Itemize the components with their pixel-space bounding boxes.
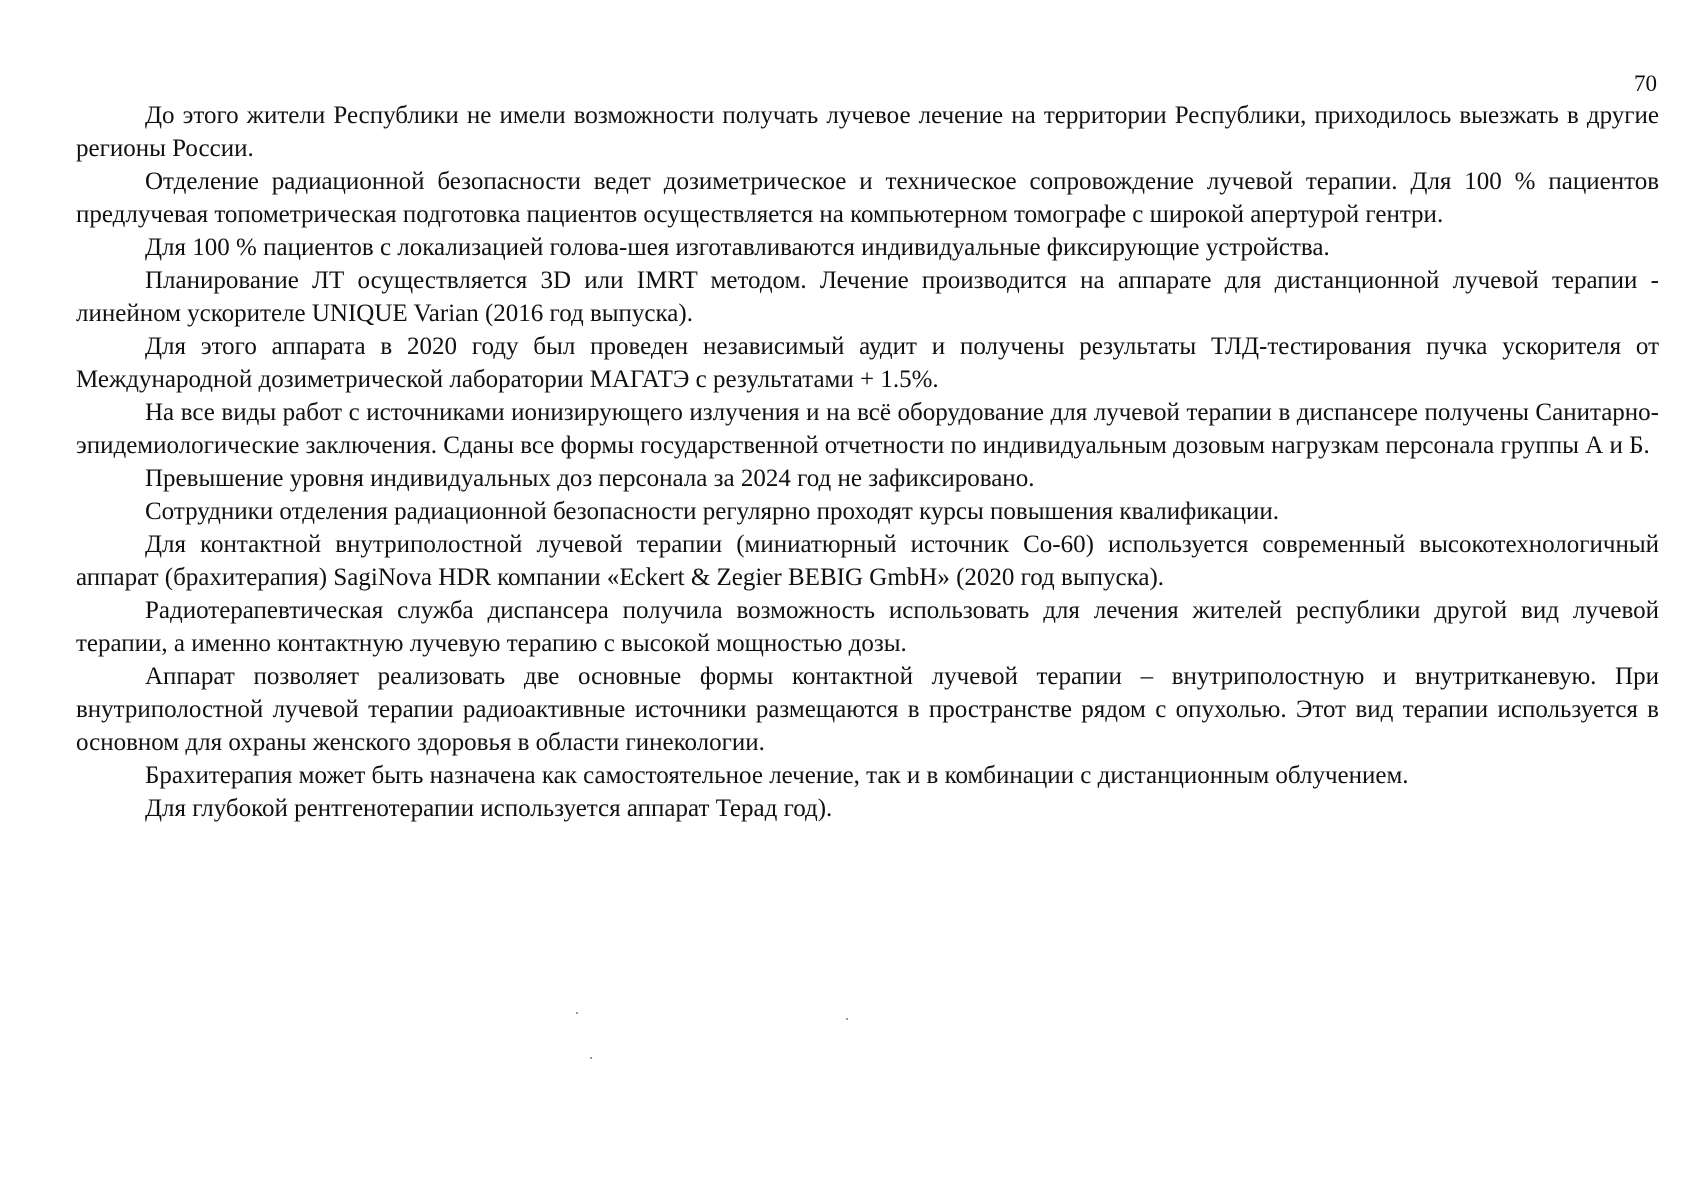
paragraph-contact-therapy-forms: Аппарат позволяет реализовать две основные формы контактной лучевой терапии – внутриполостную и внутритканевую. При внутриполостной лучевой терапии радиоактивные источники размещаются в пространстве рядом с опухолью. Этот вид терапии используется в основном для охраны женского здоровья в области гинекологии. <box>76 663 1659 756</box>
page-number: 70 <box>1634 71 1657 96</box>
paragraph-radiation-safety-department: Отделение радиационной безопасности ведет дозиметрическое и техническое сопровождение лучевой терапии. Для 100 % пациентов предлучевая топометрическая подготовка пациентов осуществляется на компьютерном томографе с широкой апертурой гентри. <box>76 168 1659 228</box>
paragraph-dose-limits: Превышение уровня индивидуальных доз персонала за 2024 год не зафиксировано. <box>145 465 1035 492</box>
scan-speck <box>590 1057 592 1059</box>
paragraph-new-therapy-type: Радиотерапевтическая служба диспансера получила возможность использовать для лечения жителей республики другой вид лучевой терапии, а именно контактную лучевую терапию с высокой мощностью дозы. <box>76 597 1659 657</box>
scan-speck <box>576 1012 578 1014</box>
paragraph-brachytherapy-device: Для контактной внутриполостной лучевой терапии (миниатюрный источник Co-60) используется современный высокотехнологичный аппарат (брахитерапия) SagiNova HDR компании «Eckert & Zegier BEBIG GmbH» (2020 год выпуска). <box>76 531 1659 591</box>
paragraph-sanitary-conclusions: На все виды работ с источниками ионизирующего излучения и на всё оборудование для лучевой терапии в диспансере получены Санитарно-эпидемиологические заключения. Сданы все формы государственной отчетности по индивидуальным дозовым нагрузкам персонала группы А и Б. <box>76 399 1659 459</box>
paragraph-fixation-devices: Для 100 % пациентов с локализацией голова-шея изготавливаются индивидуальные фиксирующие устройства. <box>145 234 1330 261</box>
body-text <box>76 99 1659 825</box>
paragraph-independent-audit: Для этого аппарата в 2020 году был проведен независимый аудит и получены результаты ТЛД-тестирования пучка ускорителя от Международной дозиметрической лаборатории МАГАТЭ с результатами + 1.5%. <box>76 333 1659 393</box>
paragraph-residents-access: До этого жители Республики не имели возможности получать лучевое лечение на территории Республики, приходилось выезжать в другие регионы России. <box>76 102 1659 162</box>
paragraph-brachytherapy-usage: Брахитерапия может быть назначена как самостоятельное лечение, так и в комбинации с дистанционным облучением. <box>145 762 1409 789</box>
scan-speck <box>846 1018 848 1020</box>
paragraph-treatment-planning: Планирование ЛТ осуществляется 3D или IMRT методом. Лечение производится на аппарате для дистанционной лучевой терапии - линейном ускорителе UNIQUE Varian (2016 год выпуска). <box>76 267 1659 327</box>
paragraph-deep-xray-therapy: Для глубокой рентгенотерапии используется аппарат Терад год). <box>145 795 833 822</box>
paragraph-staff-training: Сотрудники отделения радиационной безопасности регулярно проходят курсы повышения квалификации. <box>145 498 1279 525</box>
